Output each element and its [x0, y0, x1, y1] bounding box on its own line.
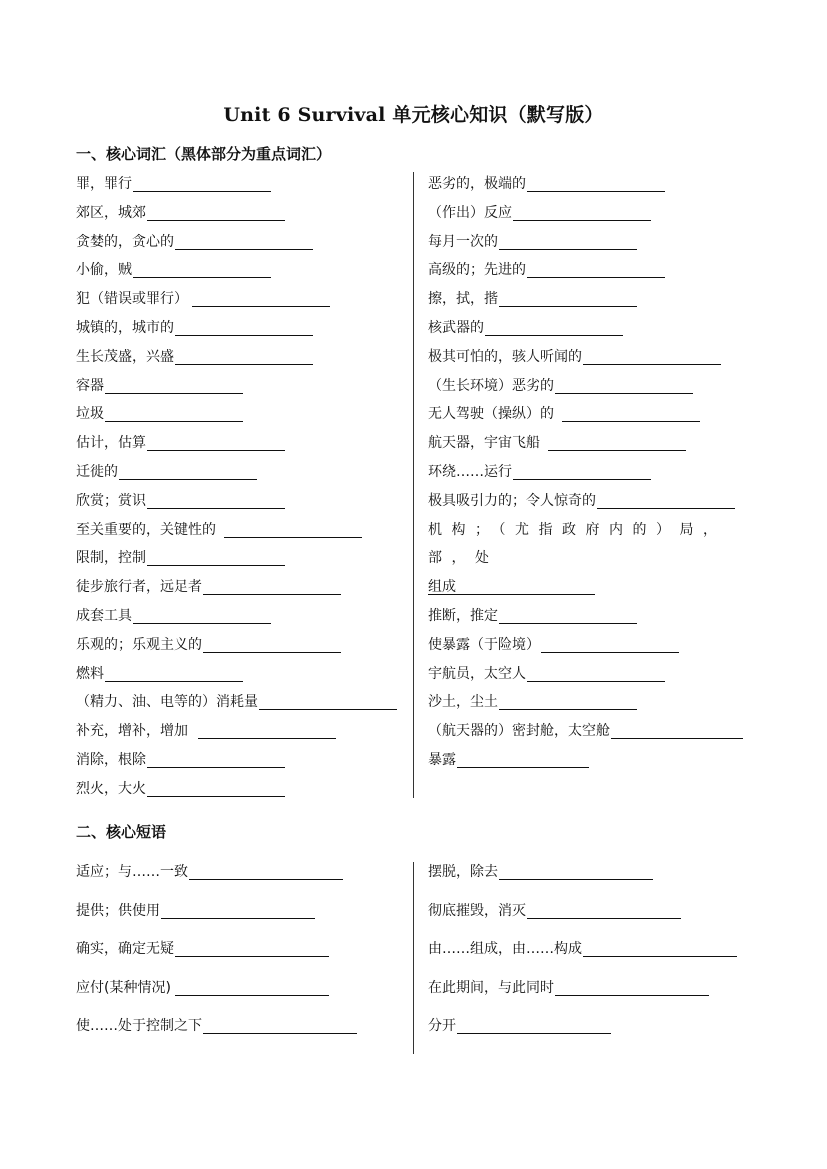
- answer-blank[interactable]: [147, 549, 285, 566]
- phrases-right-column: [428, 853, 758, 1046]
- vocab-item: 每月一次的: [428, 228, 758, 257]
- vocab-item: 无人驾驶（操纵）的: [428, 400, 758, 429]
- vocab-item: 徒步旅行者，远足者: [76, 573, 406, 602]
- answer-blank[interactable]: [527, 175, 665, 192]
- phrase-item: 应付(某种情况): [76, 969, 406, 1008]
- vocab-item: 成套工具: [76, 602, 406, 631]
- phrase-item: 在此期间，与此同时: [428, 969, 758, 1008]
- answer-blank[interactable]: [175, 233, 313, 250]
- vocab-item: 燃料: [76, 660, 406, 689]
- answer-blank[interactable]: [203, 578, 341, 595]
- answer-blank[interactable]: [513, 463, 651, 480]
- vocab-item: 乐观的；乐观主义的: [76, 631, 406, 660]
- vocab-item: （生长环境）恶劣的: [428, 372, 758, 401]
- vocab-item: 至关重要的，关键性的: [76, 516, 406, 545]
- answer-blank[interactable]: [527, 261, 665, 278]
- answer-blank[interactable]: [147, 434, 285, 451]
- vocab-item: 擦，拭，揩: [428, 285, 758, 314]
- vocab-item: 郊区，城郊: [76, 199, 406, 228]
- phrase-item: 确实，确定无疑: [76, 930, 406, 969]
- vocab-item: 迁徙的: [76, 458, 406, 487]
- vocab-item: 沙土，尘土: [428, 688, 758, 717]
- section-phrases-heading: 二、核心短语: [76, 823, 167, 841]
- column-divider: [413, 862, 414, 1054]
- vocab-item: 罪，罪行: [76, 170, 406, 199]
- answer-blank[interactable]: [597, 492, 735, 509]
- vocab-item: 宇航员，太空人: [428, 660, 758, 689]
- phrases-left-column: [76, 853, 406, 1046]
- vocab-item: 烈火，大火: [76, 775, 406, 804]
- phrase-item: 由……组成，由……构成: [428, 930, 758, 969]
- answer-blank[interactable]: [583, 348, 721, 365]
- answer-blank[interactable]: [175, 319, 313, 336]
- vocab-item: 使暴露（于险境）: [428, 631, 758, 660]
- answer-blank[interactable]: [224, 521, 362, 538]
- answer-blank[interactable]: [147, 751, 285, 768]
- vocab-item: 补充，增补，增加: [76, 717, 406, 746]
- vocab-item: 核武器的: [428, 314, 758, 343]
- answer-blank[interactable]: [583, 940, 737, 957]
- answer-blank[interactable]: [555, 377, 693, 394]
- answer-blank[interactable]: [457, 751, 589, 768]
- answer-blank[interactable]: [133, 607, 271, 624]
- vocab-item: （作出）反应: [428, 199, 758, 228]
- answer-blank[interactable]: [175, 348, 313, 365]
- answer-blank[interactable]: [499, 233, 637, 250]
- answer-blank[interactable]: [105, 377, 243, 394]
- answer-blank[interactable]: [203, 1017, 357, 1034]
- answer-blank[interactable]: [119, 463, 257, 480]
- vocab-item: 消除，根除: [76, 746, 406, 775]
- phrase-item: 提供；供使用: [76, 892, 406, 931]
- vocab-item: 垃圾: [76, 400, 406, 429]
- answer-blank[interactable]: [562, 405, 700, 422]
- justified-line: 机构；（尤指政府内的）局，部，处: [428, 521, 727, 567]
- phrase-item: 彻底摧毁，消灭: [428, 892, 758, 931]
- vocab-item: 限制，控制: [76, 544, 406, 573]
- column-divider: [413, 172, 414, 798]
- answer-blank[interactable]: [147, 492, 285, 509]
- vocab-item: [428, 516, 758, 574]
- answer-blank[interactable]: [457, 578, 595, 595]
- answer-blank[interactable]: [485, 319, 623, 336]
- phrase-item: 分开: [428, 1007, 758, 1046]
- vocab-item: 航天器，宇宙飞船: [428, 429, 758, 458]
- answer-blank[interactable]: [457, 1017, 611, 1034]
- vocab-item: 犯（错误或罪行）: [76, 285, 406, 314]
- vocab-item: 城镇的，城市的: [76, 314, 406, 343]
- answer-blank[interactable]: [133, 261, 271, 278]
- section-vocab-heading: 一、核心词汇（黑体部分为重点词汇）: [76, 145, 332, 163]
- answer-blank[interactable]: [105, 665, 243, 682]
- answer-blank[interactable]: [133, 175, 271, 192]
- answer-blank[interactable]: [192, 290, 330, 307]
- answer-blank[interactable]: [499, 693, 637, 710]
- vocab-item: （航天器的）密封舱，太空舱: [428, 717, 758, 746]
- vocab-item: 极其可怕的，骇人听闻的: [428, 343, 758, 372]
- phrase-item: 摆脱，除去: [428, 853, 758, 892]
- phrase-item: 使……处于控制之下: [76, 1007, 406, 1046]
- vocab-right-column: [428, 170, 758, 775]
- vocab-item: 高级的；先进的: [428, 256, 758, 285]
- answer-blank[interactable]: [499, 863, 653, 880]
- vocab-item: 暴露: [428, 746, 758, 775]
- vocab-item: 欣赏；赏识: [76, 487, 406, 516]
- vocab-item: 极具吸引力的；令人惊奇的: [428, 487, 758, 516]
- page-title: Unit 6 Survival 单元核心知识（默写版）: [223, 104, 604, 126]
- answer-blank[interactable]: [499, 607, 637, 624]
- answer-blank[interactable]: [541, 636, 679, 653]
- vocab-item: 小偷，贼: [76, 256, 406, 285]
- answer-blank[interactable]: [499, 290, 637, 307]
- vocab-item: 容器: [76, 372, 406, 401]
- answer-blank[interactable]: [611, 722, 743, 739]
- answer-blank[interactable]: [527, 665, 665, 682]
- answer-blank[interactable]: [175, 979, 329, 996]
- answer-blank[interactable]: [548, 434, 686, 451]
- answer-blank[interactable]: [527, 902, 681, 919]
- answer-blank[interactable]: [189, 863, 343, 880]
- answer-blank[interactable]: [147, 780, 285, 797]
- vocab-item: 生长茂盛，兴盛: [76, 343, 406, 372]
- answer-blank[interactable]: [105, 405, 243, 422]
- answer-blank[interactable]: [198, 722, 336, 739]
- answer-blank[interactable]: [147, 204, 285, 221]
- vocab-item: 估计，估算: [76, 429, 406, 458]
- answer-blank[interactable]: [555, 979, 709, 996]
- vocab-item: 环绕……运行: [428, 458, 758, 487]
- answer-blank[interactable]: [259, 693, 397, 710]
- vocab-item: 贪婪的，贪心的: [76, 228, 406, 257]
- vocab-left-column: [76, 170, 406, 804]
- phrase-item: 适应；与……一致: [76, 853, 406, 892]
- answer-blank[interactable]: [161, 902, 315, 919]
- vocab-item: （精力、油、电等的）消耗量: [76, 688, 406, 717]
- answer-blank[interactable]: [175, 940, 329, 957]
- answer-blank[interactable]: [203, 636, 341, 653]
- vocab-item: 组成: [428, 573, 758, 602]
- answer-blank[interactable]: [513, 204, 651, 221]
- vocab-item: 恶劣的，极端的: [428, 170, 758, 199]
- vocab-item: 推断，推定: [428, 602, 758, 631]
